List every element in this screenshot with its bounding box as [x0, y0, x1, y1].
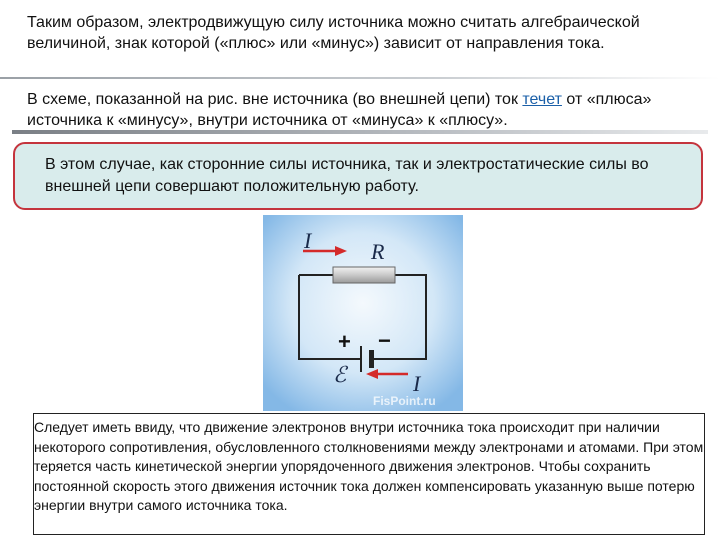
circuit-diagram [263, 215, 463, 411]
label-resistor: R [371, 239, 385, 264]
label-current-bottom: I [413, 371, 421, 396]
label-minus: − [378, 328, 391, 353]
bottom-separator [12, 130, 708, 134]
figure-background [263, 215, 463, 411]
resistor [333, 267, 395, 283]
watermark: FisPoint.ru [373, 394, 436, 408]
top-separator [0, 77, 720, 79]
circuit-figure [263, 215, 463, 411]
paragraph-circuit-description [27, 89, 707, 131]
paragraph-text-before-link: В схеме, показанной на рис. вне источника (во внешней цепи) ток [27, 91, 523, 108]
highlight-callout [13, 142, 703, 210]
label-plus: + [338, 329, 351, 354]
paragraph-note: Следует иметь ввиду, что движение электронов внутри источника тока происходит при наличии некоторого сопротивления, обусловленного столкновениями между электронами и атомами. При этом теряется часть кинетической энергии упорядоченного движения электронов. Чтобы сохранить постоянной скорость этого движения источник тока должен компенсировать указанную выше потерю энергии внутри самого источника тока. [33, 413, 705, 535]
paragraph-text-after-link: от «плюса» источника к «минусу», внутри источника от «минуса» к «плюсу». [27, 91, 652, 129]
link-techet[interactable]: течет [522, 91, 562, 108]
battery-short-plate [369, 350, 374, 368]
paragraph-intro: Таким образом, электродвижущую силу источника можно считать алгебраической величиной, знак которой («плюс» или «минус») зависит от направления тока. [27, 14, 640, 52]
label-emf: ℰ [333, 362, 347, 387]
callout-text: В этом случае, как сторонние силы источника, так и электростатические силы во внешней цепи совершают положительную работу. [45, 156, 649, 195]
label-current-top: I [304, 228, 312, 253]
